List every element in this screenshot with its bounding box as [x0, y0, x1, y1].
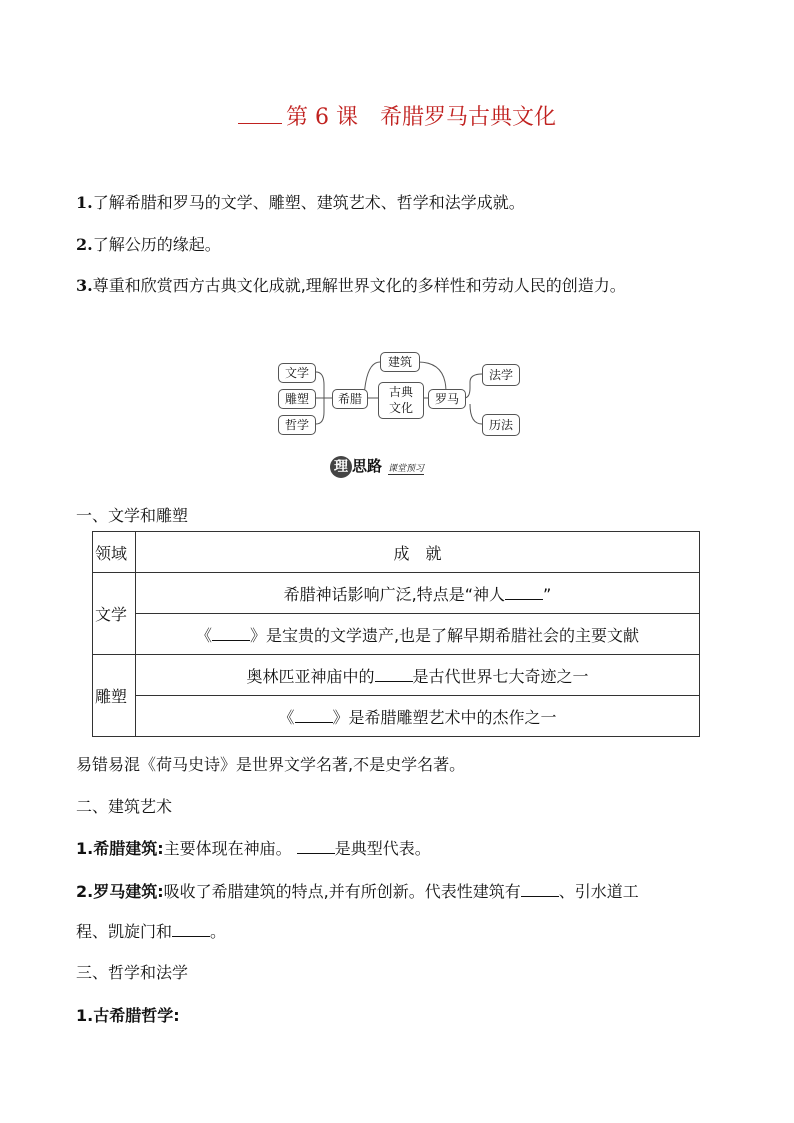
header-achievement: 成 就 [136, 532, 700, 573]
table-row: 奥林匹亚神庙中的 是古代世界七大奇迹之一 [136, 655, 700, 696]
title-prefix: 第 [285, 105, 308, 130]
map-diaosu: 雕塑 [278, 389, 316, 409]
fill-blank [521, 882, 559, 897]
map-luoma: 罗马 [428, 389, 466, 409]
field-wenxue: 文学 [93, 573, 136, 655]
objective-2: 2.了解公历的缘起。 [76, 235, 221, 254]
map-jianzhu: 建筑 [380, 352, 420, 372]
field-diaosu: 雕塑 [93, 655, 136, 737]
map-wenxue: 文学 [278, 363, 316, 383]
table-row: 《 》是希腊雕塑艺术中的杰作之一 [136, 696, 700, 737]
map-zhexue: 哲学 [278, 415, 316, 435]
map-lifa: 历法 [482, 414, 520, 436]
roman-architecture-cont: 程、凯旋门和 。 [76, 922, 227, 941]
title-blank [238, 105, 282, 124]
achievement-table [92, 531, 700, 737]
map-faxue: 法学 [482, 364, 520, 386]
table-row: 《 》是宝贵的文学遗产,也是了解早期希腊社会的主要文献 [136, 614, 700, 655]
section-2-heading: 二、建筑艺术 [76, 797, 173, 816]
section-3-heading: 三、哲学和法学 [76, 963, 189, 982]
logo-text: 思路 [352, 457, 383, 475]
fill-blank [505, 585, 543, 600]
greek-philosophy-label: 1.古希腊哲学: [76, 1006, 180, 1025]
objective-1: 1.了解希腊和罗马的文学、雕塑、建筑艺术、哲学和法学成就。 [76, 193, 525, 212]
greek-architecture: 1.希腊建筑:主要体现在神庙。 是典型代表。 [76, 839, 431, 858]
objective-3: 3.尊重和欣赏西方古典文化成就,理解世界文化的多样性和劳动人民的创造力。 [76, 276, 626, 295]
logo-icon: 理 [330, 456, 352, 478]
header-field: 领域 [93, 532, 136, 573]
lesson-title [0, 100, 794, 131]
map-gudian: 古典 文化 [378, 382, 424, 419]
title-text: 课 希腊罗马古典文化 [336, 105, 557, 130]
fill-blank [297, 839, 335, 854]
table-row: 希腊神话影响广泛,特点是“神人 ” [136, 573, 700, 614]
fill-blank [375, 667, 413, 682]
section-logo [330, 455, 424, 478]
tip-text: 易错易混《荷马史诗》是世界文学名著,不是史学名著。 [76, 755, 466, 774]
roman-architecture: 2.罗马建筑:吸收了希腊建筑的特点,并有所创新。代表性建筑有 、引水道工 [76, 882, 639, 901]
logo-subtitle: 课堂预习 [388, 464, 425, 474]
title-num: 6 [315, 105, 329, 130]
section-1-heading: 一、文学和雕塑 [76, 506, 189, 525]
map-xila: 希腊 [332, 389, 368, 409]
fill-blank [212, 626, 250, 641]
fill-blank [295, 708, 333, 723]
fill-blank [172, 922, 210, 937]
